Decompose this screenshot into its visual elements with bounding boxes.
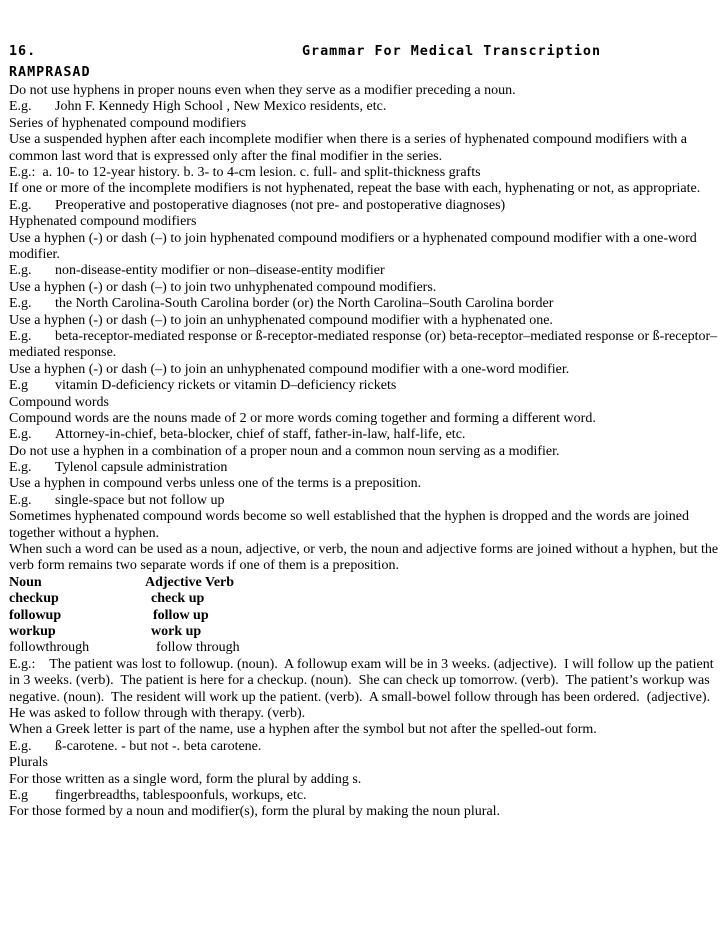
example-line: E.g. non-disease-entity modifier or non–disease-entity modifier <box>9 263 385 279</box>
document-title: Grammar For Medical Transcription <box>302 44 602 59</box>
author-name: RAMPRASAD <box>9 65 91 80</box>
paragraph: For those formed by a noun and modifier(s), form the plural by making the noun plural. <box>9 804 501 820</box>
example-line: E.g. single-space but not follow up <box>9 492 225 508</box>
paragraph: Use a hyphen in compound verbs unless one of the terms is a preposition. <box>9 476 422 492</box>
paragraph: E.g.: The patient was lost to followup. (noun). A followup exam will be in 3 weeks. (adjective). I will follow up the patient in 3 weeks. (verb). The patient is here for a checkup. (noun). She can check up tomorrow. (verb). The patient’s workup was negative. (noun). The resident will work up the patient. (verb). A small-bowel follow through has been ordered. (adjective). He was asked to follow through with therapy. (verb). <box>9 656 718 722</box>
paragraph: Use a hyphen (-) or dash (–) to join an unhyphenated compound modifier with a hyphenated one. <box>9 312 553 328</box>
example-line: E.g. Preoperative and postoperative diagnoses (not pre- and postoperative diagnoses) <box>9 197 506 213</box>
document-page <box>9 41 721 821</box>
example-line: E.g. beta-receptor-mediated response or ß-receptor-mediated response (or) beta-receptor–mediated response or ß-receptor–mediated response. <box>9 328 718 361</box>
table-header: Noun Adjective Verb <box>9 574 235 590</box>
paragraph: Use a suspended hyphen after each incomplete modifier when there is a series of hyphenated compound modifiers with a common last word that is expressed only after the final modifier in the series. <box>9 132 688 164</box>
paragraph: If one or more of the incomplete modifiers is not hyphenated, repeat the base with each, hyphenating or not, as appropriate. <box>9 181 701 197</box>
example-line: E.g. John F. Kennedy High School , New Mexico residents, etc. <box>9 99 387 115</box>
paragraph: Use a hyphen (-) or dash (–) to join an unhyphenated compound modifier with a one-word modifier. <box>9 361 570 377</box>
paragraph: Sometimes hyphenated compound words become so well established that the hyphen is dropped and the words are joined together without a hyphen. <box>9 509 690 541</box>
table-row: checkup check up <box>9 591 205 607</box>
page-header <box>9 41 721 62</box>
section-heading: Compound words <box>9 394 109 410</box>
document-body <box>9 83 721 821</box>
table-row: followthrough follow through <box>9 640 240 656</box>
example-line: E.g. the North Carolina-South Carolina border (or) the North Carolina–South Carolina border <box>9 296 554 312</box>
page-number: 16. <box>9 44 37 59</box>
paragraph: Use a hyphen (-) or dash (–) to join two unhyphenated compound modifiers. <box>9 279 437 295</box>
example-line: E.g. Tylenol capsule administration <box>9 460 228 476</box>
example-line: E.g vitamin D-deficiency rickets or vitamin D–deficiency rickets <box>9 378 397 394</box>
table-row: followup follow up <box>9 607 209 623</box>
paragraph: Use a hyphen (-) or dash (–) to join hyphenated compound modifiers or a hyphenated compound modifier with a one-word modifier. <box>9 230 697 262</box>
example-line: E.g. Attorney-in-chief, beta-blocker, chief of staff, father-in-law, half-life, etc. <box>9 427 466 443</box>
paragraph: For those written as a single word, form the plural by adding s. <box>9 771 362 787</box>
paragraph: When such a word can be used as a noun, adjective, or verb, the noun and adjective forms are joined without a hyphen, but the verb form remains two separate words if one of them is a preposition. <box>9 542 719 574</box>
paragraph: Do not use hyphens in proper nouns even when they serve as a modifier preceding a noun. <box>9 83 516 98</box>
section-heading: Plurals <box>9 755 48 771</box>
example-line: E.g fingerbreadths, tablespoonfuls, workups, etc. <box>9 788 307 804</box>
paragraph: Compound words are the nouns made of 2 or more words coming together and forming a different word. <box>9 410 596 426</box>
example-line: E.g.: a. 10- to 12-year history. b. 3- to 4-cm lesion. c. full- and split-thickness grafts <box>9 164 481 180</box>
paragraph: When a Greek letter is part of the name, use a hyphen after the symbol but not after the spelled-out form. <box>9 722 597 738</box>
section-heading: Series of hyphenated compound modifiers <box>9 115 247 131</box>
paragraph: Do not use a hyphen in a combination of a proper noun and a common noun serving as a modifier. <box>9 443 560 459</box>
example-line: E.g. ß-carotene. - but not -. beta carotene. <box>9 738 262 754</box>
table-row: workup work up <box>9 624 202 640</box>
section-heading: Hyphenated compound modifiers <box>9 214 197 230</box>
